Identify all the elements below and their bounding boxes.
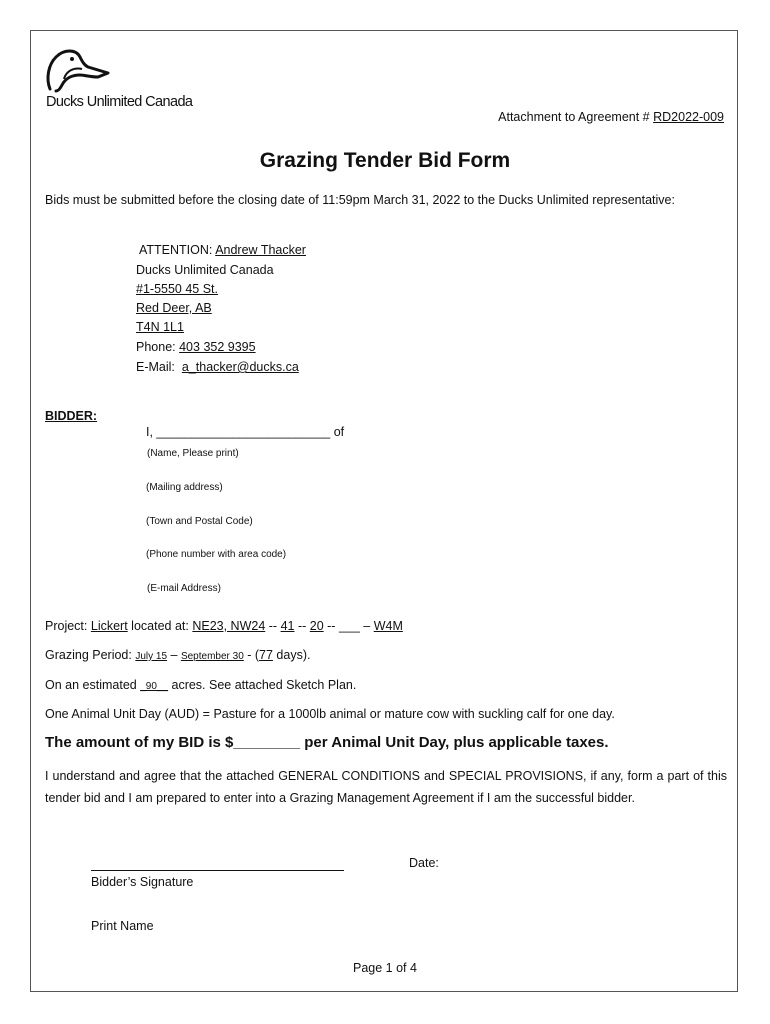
bidder-name-blank[interactable]: _________________________ <box>156 425 331 439</box>
project-line <box>45 619 403 633</box>
hint-name: (Name, Please print) <box>147 448 239 459</box>
located-at: located at: <box>127 619 193 633</box>
aud-definition: One Animal Unit Day (AUD) = Pasture for a 1000lb animal or mature cow with suckling calf for one day. <box>45 707 615 721</box>
print-name-label: Print Name <box>91 919 154 933</box>
intro-paragraph: Bids must be submitted before the closing date of 11:59pm March 31, 2022 to the Ducks Unlimited representative: <box>45 193 675 207</box>
contact-city: Red Deer, AB <box>136 301 212 315</box>
attachment-label: Attachment to Agreement # <box>498 110 650 124</box>
attachment-number: RD2022-009 <box>653 110 724 124</box>
separator: – <box>167 648 181 662</box>
phone-label: Phone: <box>136 340 176 354</box>
page-number: Page 1 of 4 <box>353 961 417 975</box>
bidder-heading: BIDDER: <box>45 409 98 423</box>
contact-org: Ducks Unlimited Canada <box>136 263 274 277</box>
page-title: Grazing Tender Bid Form <box>259 149 511 172</box>
duck-head-icon <box>44 45 114 93</box>
grazing-tail: days). <box>272 648 311 662</box>
ducks-unlimited-logo <box>44 45 204 115</box>
separator: -- <box>323 619 339 633</box>
project-meridian: W4M <box>373 619 403 633</box>
acres-suffix: acres. See attached Sketch Plan. <box>168 678 357 692</box>
grazing-period-line <box>45 648 310 662</box>
email-label: E-Mail: <box>136 360 175 374</box>
contact-email: a_thacker@ducks.ca <box>181 360 299 374</box>
grazing-label: Grazing Period: <box>45 648 132 662</box>
bid-amount-line: The amount of my BID is $________ per Animal Unit Day, plus applicable taxes. <box>45 734 609 751</box>
separator: – <box>359 619 374 633</box>
signature-label: Bidder’s Signature <box>91 875 194 889</box>
project-name: Lickert <box>90 619 128 633</box>
attention-name: Andrew Thacker <box>215 243 306 257</box>
bidder-suffix: of <box>330 425 345 439</box>
hint-mailing: (Mailing address) <box>146 482 223 493</box>
logo-text: Ducks Unlimited Canada <box>46 94 193 110</box>
hint-phone: (Phone number with area code) <box>146 549 287 560</box>
project-range: 20 <box>309 619 324 633</box>
project-township: 41 <box>280 619 295 633</box>
acres-value: _90__ <box>140 681 169 692</box>
hint-town: (Town and Postal Code) <box>146 516 253 527</box>
attention-line <box>139 243 306 257</box>
date-label: Date: <box>409 856 439 870</box>
separator: -- <box>265 619 281 633</box>
grazing-days: 77 <box>259 648 273 662</box>
contact-address: #1-5550 45 St. <box>136 282 219 296</box>
project-legal: NE23, NW24 <box>192 619 266 633</box>
project-section-blank: ___ <box>338 619 360 633</box>
grazing-end: September 30 <box>180 651 244 662</box>
bidder-name-line <box>146 425 344 439</box>
attachment-line <box>498 110 724 124</box>
attention-label: ATTENTION: <box>139 243 213 257</box>
agreement-paragraph: I understand and agree that the attached GENERAL CONDITIONS and SPECIAL PROVISIONS, if any, form a part of this tender bid and I am prepared to enter into a Grazing Management Agreement if I am the successful bidder. <box>45 769 727 805</box>
acres-prefix: On an estimated <box>45 678 141 692</box>
bidder-prefix: I, <box>146 425 157 439</box>
project-label: Project: <box>45 619 88 633</box>
hint-email: (E-mail Address) <box>147 583 221 594</box>
contact-postal: T4N 1L1 <box>136 320 184 334</box>
separator: -- <box>294 619 310 633</box>
signature-line[interactable] <box>91 870 344 871</box>
contact-phone-line <box>136 340 256 354</box>
separator: - ( <box>243 648 260 662</box>
acres-line <box>45 678 356 692</box>
grazing-start: July 15 <box>135 651 168 662</box>
contact-email-line <box>136 360 299 374</box>
document-page <box>30 30 738 992</box>
contact-phone: 403 352 9395 <box>179 340 256 354</box>
